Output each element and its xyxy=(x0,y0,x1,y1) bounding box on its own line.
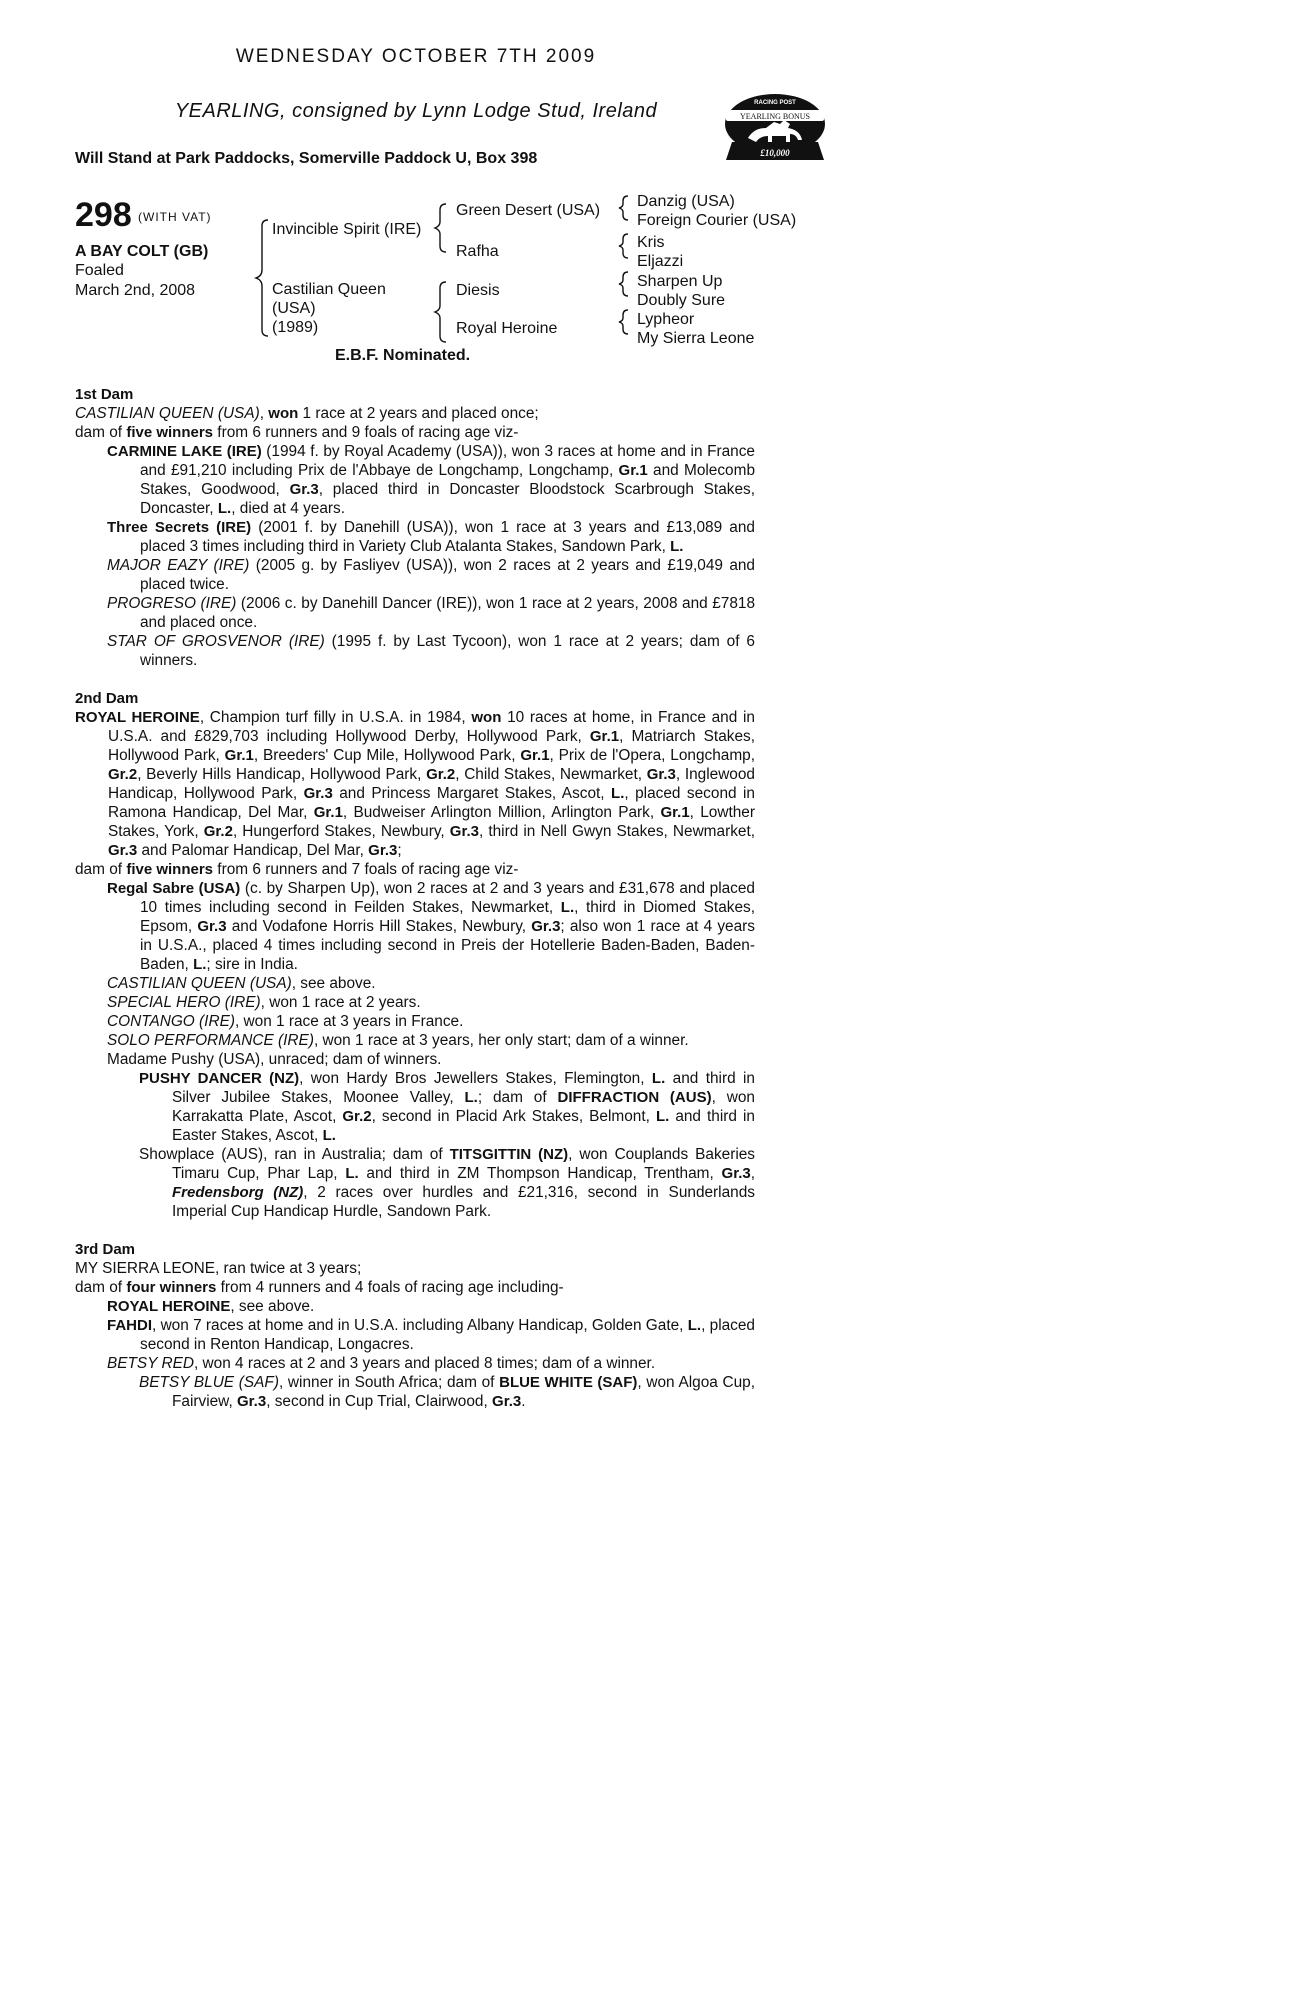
second-dam-produce-summary: dam of five winners from 6 runners and 7 foals of racing age viz- xyxy=(75,861,519,878)
pedigree-sdd: Eljazzi xyxy=(637,253,684,270)
produce-showplace: Showplace (AUS), ran in Australia; dam of TITSGITTIN (NZ), won Couplands Bakeries Timaru Cup, Phar Lap, L. and third in ZM Thompson Handicap, Trentham, Gr.3, Fredensborg (NZ), 2 races over hurdles and £21,316, second in Sunderlands Imperial Cup Handicap Hurdle, Sandown Park. xyxy=(139,1146,756,1220)
lot-number: 298 xyxy=(75,196,132,234)
produce-regal-sabre: Regal Sabre (USA) (c. by Sharpen Up), won 2 races at 2 and 3 years and £31,678 and placed 10 times including second in Feilden Stakes, Newmarket, L., third in Diomed Stakes, Epsom, Gr.3 and Vodafone Horris Hill Stakes, Newbury, Gr.3; also won 1 race at 4 years in U.S.A., placed 4 times including second in Preis der Hotellerie Baden-Baden, Baden-Baden, L.; sire in India. xyxy=(107,880,755,973)
pedigree-dds: Lypheor xyxy=(637,311,695,328)
pedigree-sire-sire: Green Desert (USA) xyxy=(456,202,601,219)
pedigree-sds: Kris xyxy=(637,234,665,251)
pedigree-dam-country: (USA) xyxy=(272,300,316,317)
produce-pushy-dancer: PUSHY DANCER (NZ), won Hardy Bros Jewellers Stakes, Flemington, L. and third in Silver Jubilee Stakes, Moonee Valley, L.; dam of DIFFRACTION (AUS), won Karrakatta Plate, Ascot, Gr.2, second in Placid Ark Stakes, Belmont, L. and third in Easter Stakes, Ascot, L. xyxy=(139,1070,755,1144)
produce-betsy-red: BETSY RED, won 4 races at 2 and 3 years and placed 8 times; dam of a winner. xyxy=(107,1355,656,1372)
first-dam-produce-summary: dam of five winners from 6 runners and 9 foals of racing age viz- xyxy=(75,424,519,441)
catalogue-body xyxy=(75,385,755,1411)
produce-contango: CONTANGO (IRE), won 1 race at 3 years in France. xyxy=(107,1013,464,1030)
third-dam-entry: MY SIERRA LEONE, ran twice at 3 years; xyxy=(75,1260,362,1277)
second-dam-entry: ROYAL HEROINE, Champion turf filly in U.S.A. in 1984, won 10 races at home, in France and in U.S.A. and £829,703 including Hollywood Derby, Hollywood Park, Gr.1, Matriarch Stakes, Hollywood Park, Gr.1, Breeders' Cup Mile, Hollywood Park, Gr.1, Prix de l'Opera, Longchamp, Gr.2, Beverly Hills Handicap, Hollywood Park, Gr.2, Child Stakes, Newmarket, Gr.3, Inglewood Handicap, Hollywood Park, Gr.3 and Princess Margaret Stakes, Ascot, L., placed second in Ramona Handicap, Del Mar, Gr.1, Budweiser Arlington Million, Arlington Park, Gr.1, Lowther Stakes, York, Gr.2, Hungerford Stakes, Newbury, Gr.3, third in Nell Gwyn Stakes, Newmarket, Gr.3 and Palomar Handicap, Del Mar, Gr.3; xyxy=(75,709,755,859)
produce-major-eazy: MAJOR EAZY (IRE) (2005 g. by Fasliyev (USA)), won 2 races at 2 years and £19,049 and placed twice. xyxy=(107,557,755,593)
produce-fahdi: FAHDI, won 7 races at home and in U.S.A. including Albany Handicap, Golden Gate, L., placed second in Renton Handicap, Longacres. xyxy=(107,1317,755,1353)
third-dam-heading: 3rd Dam xyxy=(75,1241,136,1258)
vat-note: (WITH VAT) xyxy=(138,210,212,224)
pedigree-dsd: Doubly Sure xyxy=(637,292,726,309)
produce-madame-pushy: Madame Pushy (USA), unraced; dam of winners. xyxy=(107,1051,442,1068)
pedigree-dam-year: (1989) xyxy=(272,319,319,336)
badge-top-text: RACING POST xyxy=(754,100,796,106)
pedigree-sss: Danzig (USA) xyxy=(637,193,735,210)
sale-date: WEDNESDAY OCTOBER 7TH 2009 xyxy=(235,46,597,67)
produce-three-secrets: Three Secrets (IRE) (2001 f. by Danehill (USA)), won 1 race at 3 years and £13,089 and placed 3 times including third in Variety Club Atalanta Stakes, Sandown Park, L. xyxy=(107,519,755,555)
pedigree-dss: Sharpen Up xyxy=(637,273,723,290)
ebf-nominated: E.B.F. Nominated. xyxy=(335,347,471,364)
produce-star-of-grosvenor: STAR OF GROSVENOR (IRE) (1995 f. by Last Tycoon), won 1 race at 2 years; dam of 6 winners. xyxy=(107,633,755,669)
foaled-date: March 2nd, 2008 xyxy=(75,282,196,299)
pedigree-dam-dam: Royal Heroine xyxy=(456,320,558,337)
consignment-line: YEARLING, consigned by Lynn Lodge Stud, Ireland xyxy=(174,100,658,122)
foaled-label: Foaled xyxy=(75,262,124,279)
third-dam-produce-summary: dam of four winners from 4 runners and 4 foals of racing age including- xyxy=(75,1279,564,1296)
first-dam-heading: 1st Dam xyxy=(75,386,134,403)
produce-betsy-blue: BETSY BLUE (SAF), winner in South Africa; dam of BLUE WHITE (SAF), won Algoa Cup, Fairview, Gr.3, second in Cup Trial, Clairwood, Gr.3. xyxy=(139,1374,756,1410)
pedigree-sire: Invincible Spirit (IRE) xyxy=(272,221,422,238)
produce-carmine-lake: CARMINE LAKE (IRE) (1994 f. by Royal Academy (USA)), won 3 races at home and in France and £91,210 including Prix de l'Abbaye de Longchamp, Longchamp, Gr.1 and Molecomb Stakes, Goodwood, Gr.3, placed third in Doncaster Bloodstock Scarbrough Stakes, Doncaster, L., died at 4 years. xyxy=(107,443,756,517)
pedigree-sire-dam: Rafha xyxy=(456,243,499,260)
pedigree-dam-sire: Diesis xyxy=(456,282,500,299)
stand-location: Will Stand at Park Paddocks, Somerville Paddock U, Box 398 xyxy=(75,150,538,167)
badge-bottom-text: £10,000 xyxy=(760,148,790,158)
produce-solo-performance: SOLO PERFORMANCE (IRE), won 1 race at 3 years, her only start; dam of a winner. xyxy=(107,1032,689,1049)
badge-middle-text: YEARLING BONUS xyxy=(740,112,810,121)
pedigree-dam-name: Castilian Queen xyxy=(272,281,386,298)
produce-progreso: PROGRESO (IRE) (2006 c. by Danehill Dancer (IRE)), won 1 race at 2 years, 2008 and £7818 and placed once. xyxy=(107,595,756,631)
first-dam-entry: CASTILIAN QUEEN (USA), won 1 race at 2 years and placed once; xyxy=(75,405,539,422)
second-dam-heading: 2nd Dam xyxy=(75,690,139,707)
pedigree-ssd: Foreign Courier (USA) xyxy=(637,212,797,229)
horse-name: A BAY COLT (GB) xyxy=(75,243,209,260)
produce-royal-heroine: ROYAL HEROINE, see above. xyxy=(107,1298,315,1315)
pedigree-ddd: My Sierra Leone xyxy=(637,330,755,347)
produce-special-hero: SPECIAL HERO (IRE), won 1 race at 2 years. xyxy=(107,994,421,1011)
produce-castilian-queen: CASTILIAN QUEEN (USA), see above. xyxy=(107,975,376,992)
yearling-bonus-logo xyxy=(718,92,832,164)
